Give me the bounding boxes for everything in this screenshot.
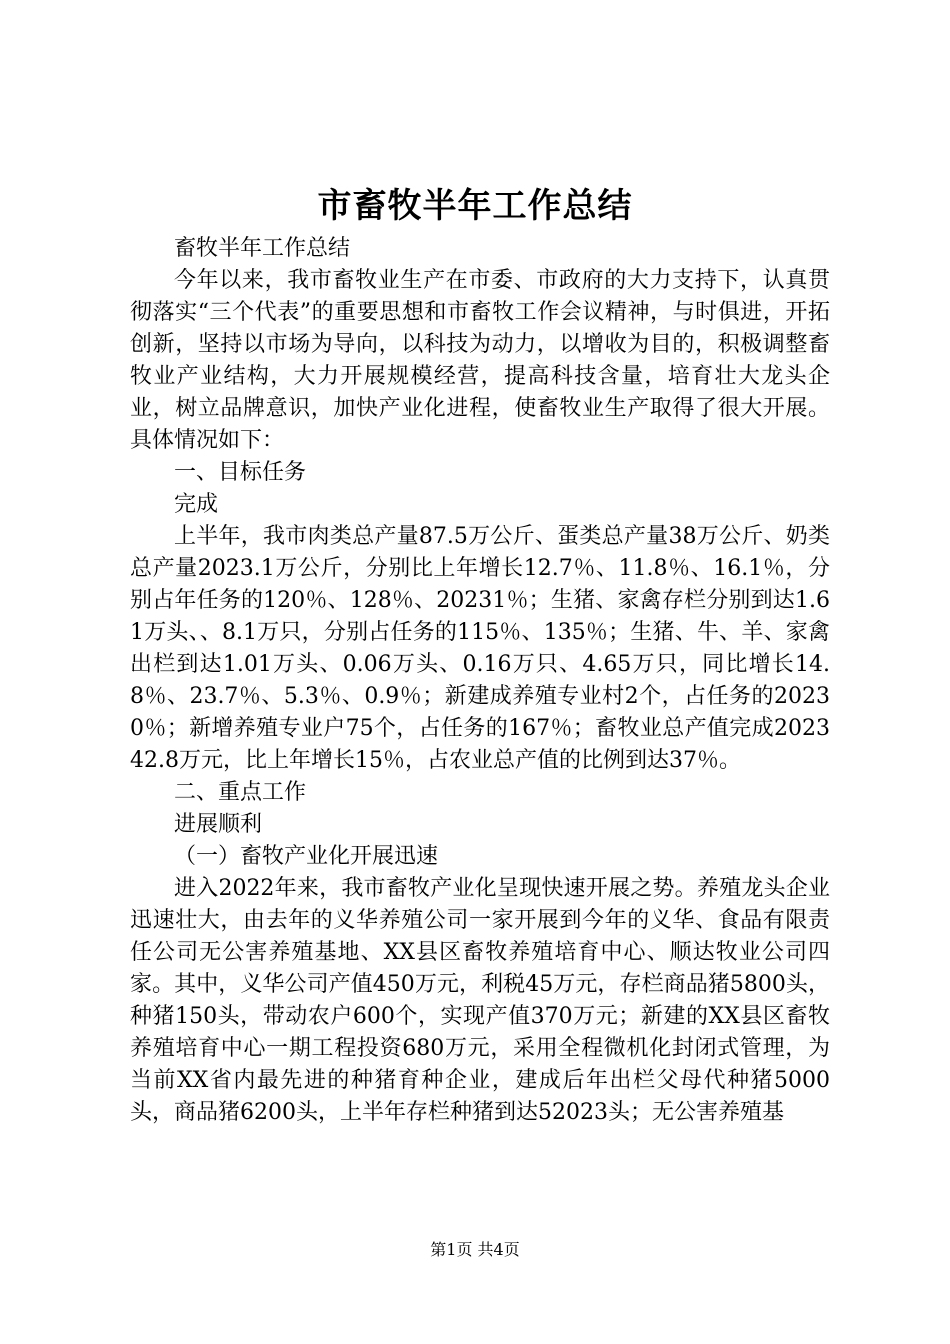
subsection-heading-industrialization: （一）畜牧产业化开展迅速 — [174, 844, 439, 869]
page-number-footer: 第1页 共4页 — [430, 1240, 520, 1259]
section-heading-goals: 一、目标任务 — [174, 460, 307, 485]
document-title: 市畜牧半年工作总结 — [317, 186, 633, 226]
section-heading-key-work: 二、重点工作 — [174, 780, 307, 805]
industrialization-paragraph: 进入2022年来，我市畜牧产业化呈现快速开展之势。养殖龙头企业迅速壮大，由去年的义华养殖公司一家开展到今年的义华、食品有限责任公司无公害养殖基地、XX县区畜牧养殖培育中心、顺达牧业公司四家。其中，义华公司产值450万元，利税45万元，存栏商品猪5800头，种猪150头，带动农户600个，实现产值370万元；新建的XX县区畜牧养殖培育中心一期工程投资680万元，采用全程微机化封闭式管理，为当前XX省内最先进的种猪育种企业，建成后年出栏父母代种猪5000头，商品猪6200头，上半年存栏种猪到达52023头；无公害养殖基 — [130, 876, 830, 1125]
statistics-paragraph: 上半年，我市肉类总产量87.5万公斤、蛋类总产量38万公斤、奶类总产量2023.1万公斤，分别比上年增长12.7％、11.8％、16.1％，分别占年任务的120％、128％、20231％；生猪、家禽存栏分别到达1.61万头、、8.1万只，分别占任务的115％、135％；生猪、牛、羊、家禽出栏到达1.01万头、0.06万头、0.16万只、4.65万只，同比增长14.8％、23.7％、5.3％、0.9％；新建成养殖专业村2个，占任务的20230％；新增养殖专业户75个，占任务的167％；畜牧业总产值完成202342.8万元，比上年增长15％，占农业总产值的比例到达37％。 — [130, 524, 830, 773]
subtitle-paragraph: 畜牧半年工作总结 — [174, 236, 351, 261]
document-body — [130, 233, 830, 1129]
section-subheading-complete: 完成 — [174, 492, 219, 517]
section-subheading-progress: 进展顺利 — [174, 812, 263, 837]
intro-paragraph: 今年以来，我市畜牧业生产在市委、市政府的大力支持下，认真贯彻落实“三个代表”的重要思想和市畜牧工作会议精神，与时俱进，开拓创新，坚持以市场为导向，以科技为动力，以增收为目的，积极调整畜牧业产业结构，大力开展规模经营，提高科技含量，培育壮大龙头企业，树立品牌意识，加快产业化进程，使畜牧业生产取得了很大开展。具体情况如下： — [130, 268, 830, 453]
